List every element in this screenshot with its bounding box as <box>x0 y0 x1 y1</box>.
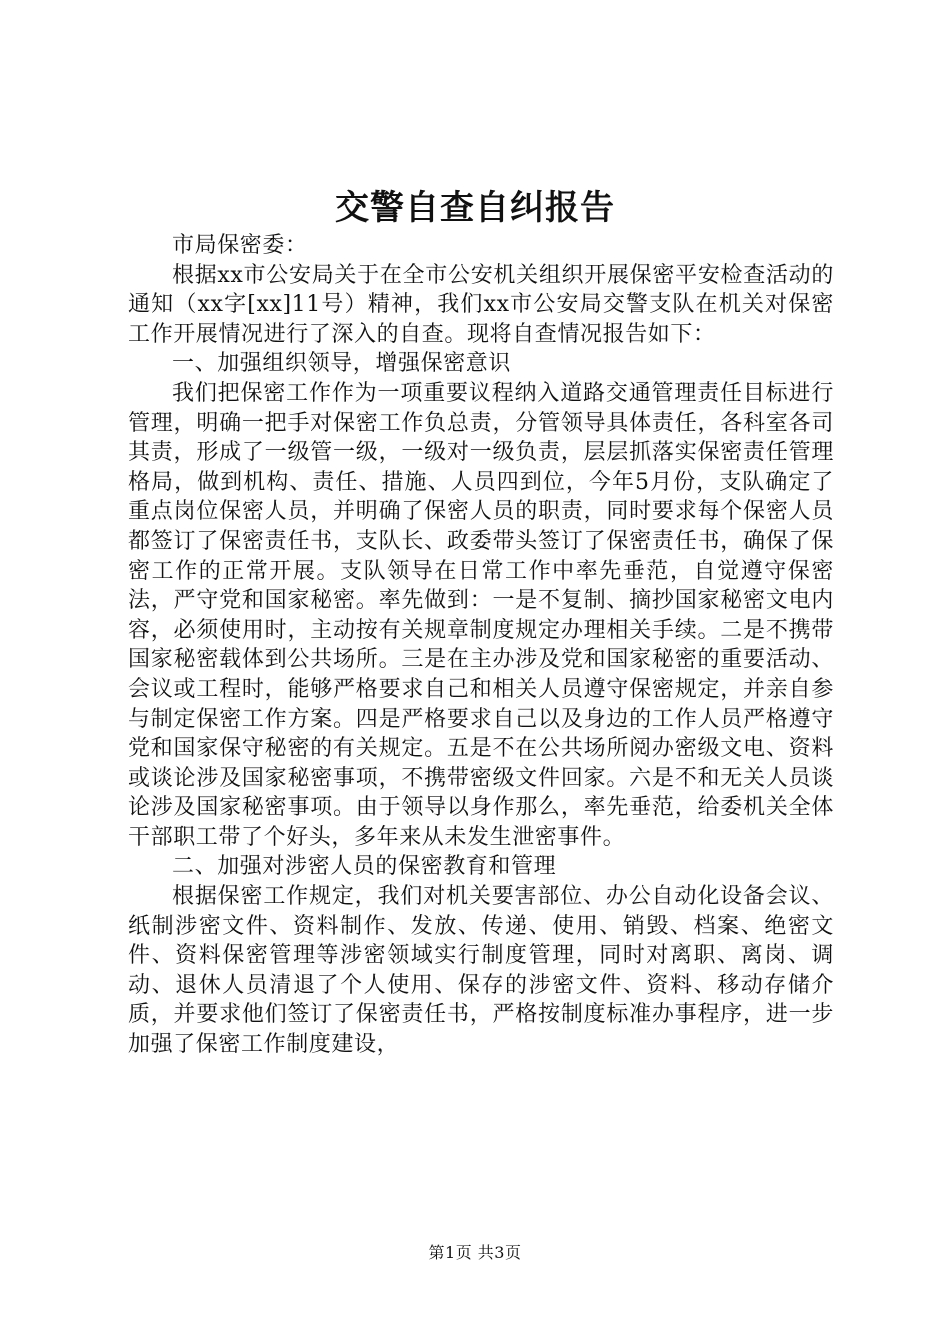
section-heading-2: 二、加强对涉密人员的保密教育和管理 <box>172 854 557 880</box>
document-title: 交警自查自纠报告 <box>335 188 615 228</box>
page-number-footer: 第1页 共3页 <box>428 1243 522 1262</box>
document-body <box>128 231 834 1060</box>
salutation: 市局保密委： <box>172 233 308 258</box>
intro-paragraph: 根据xx市公安局关于在全市公安机关组织开展保密平安检查活动的通知（xx字[xx]11号）精神，我们xx市公安局交警支队在机关对保密工作开展情况进行了深入的自查。现将自查情况报告如下： <box>128 262 834 347</box>
section-1-paragraph: 我们把保密工作作为一项重要议程纳入道路交通管理责任目标进行管理，明确一把手对保密工作负总责，分管领导具体责任，各科室各司其责，形成了一级管一级，一级对一级负责，层层抓落实保密责任管理格局，做到机构、责任、措施、人员四到位，今年5月份，支队确定了重点岗位保密人员，并明确了保密人员的职责，同时要求每个保密人员都签订了保密责任书，支队长、政委带头签订了保密责任书，确保了保密工作的正常开展。支队领导在日常工作中率先垂范，自觉遵守保密法，严守党和国家秘密。率先做到：一是不复制、摘抄国家秘密文电内容，必须使用时，主动按有关规章制度规定办理相关手续。二是不携带国家秘密载体到公共场所。三是在主办涉及党和国家秘密的重要活动、会议或工程时，能够严格要求自己和相关人员遵守保密规定，并亲自参与制定保密工作方案。四是严格要求自己以及身边的工作人员严格遵守党和国家保守秘密的有关规定。五是不在公共场所阅办密级文电、资料或谈论涉及国家秘密事项，不携带密级文件回家。六是不和无关人员谈论涉及国家秘密事项。由于领导以身作那么，率先垂范，给委机关全体干部职工带了个好头，多年来从未发生泄密事件。 <box>128 380 834 850</box>
section-2-paragraph: 根据保密工作规定，我们对机关要害部位、办公自动化设备会议、纸制涉密文件、资料制作、发放、传递、使用、销毁、档案、绝密文件、资料保密管理等涉密领域实行制度管理，同时对离职、离岗、调动、退休人员清退了个人使用、保存的涉密文件、资料、移动存储介质，并要求他们签订了保密责任书，严格按制度标准办事程序，进一步加强了保密工作制度建设， <box>128 884 834 1058</box>
section-heading-1: 一、加强组织领导，增强保密意识 <box>172 351 512 377</box>
